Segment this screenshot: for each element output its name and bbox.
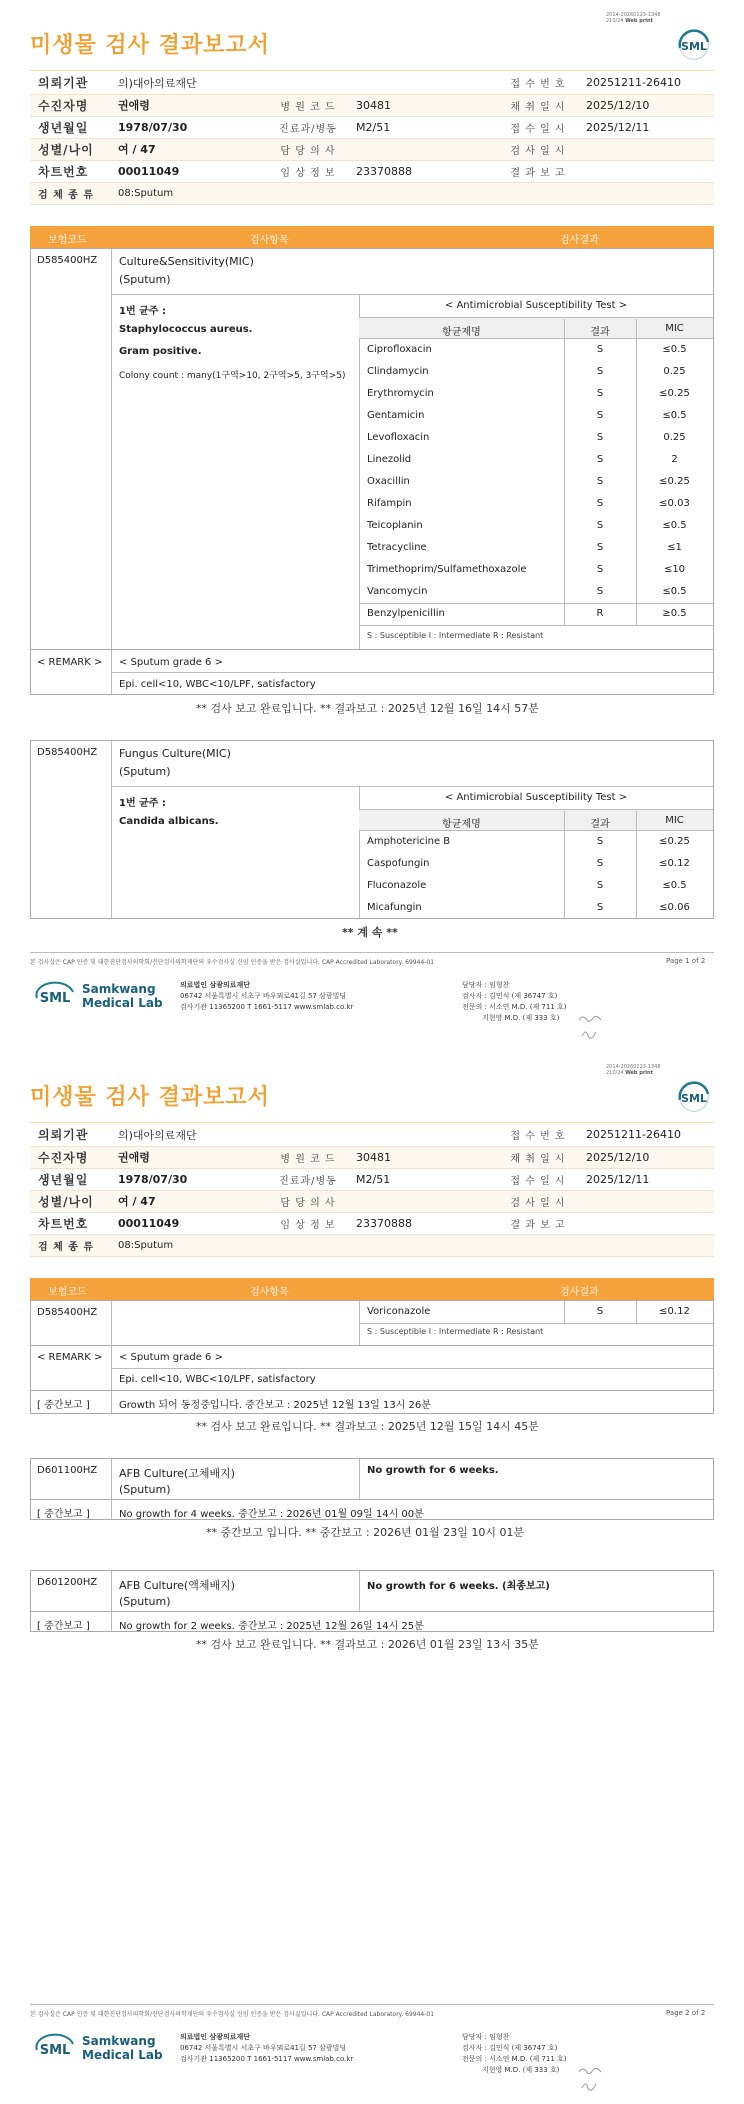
item-column-header-p2: 검사항목 [250, 1287, 289, 1298]
drug-name: Voriconazole [367, 1306, 431, 1317]
report-date-value [578, 160, 714, 182]
fungus-remark-line2: Epi. cell<10, WBC<10/LPF, satisfactory [119, 1374, 316, 1385]
afb-liquid-result: No growth for 6 weeks. (최종보고) [367, 1581, 550, 1592]
drug-result: S [596, 498, 604, 509]
drug-name: Gentamicin [367, 410, 425, 421]
drug-mic: ≤0.5 [662, 344, 687, 355]
svg-text:SML: SML [681, 1092, 707, 1105]
hospital-code-value: 30481 [348, 94, 498, 116]
fungus-ast-title: < Antimicrobial Susceptibility Test > [444, 792, 628, 803]
fungus-drug-header: 항균제명 [442, 819, 481, 830]
sex-age-label: 성별/나이 [30, 138, 110, 160]
afb-solid-box [30, 1458, 714, 1520]
receipt-date-value-p2: 2025/12/11 [578, 1168, 714, 1190]
afb-liquid-complete: ** 검사 보고 완료입니다. ** 결과보고 : 2026년 01월 23일 13시 35분 [196, 1638, 539, 1651]
print-stamp [606, 12, 696, 24]
lab-staff-block [462, 980, 567, 1024]
drug-result: S [596, 476, 604, 487]
lab-name-line2: Medical Lab [82, 996, 163, 1010]
drug-name: Levofloxacin [367, 432, 430, 443]
test-date-value-p2 [578, 1190, 714, 1212]
drug-mic: ≤0.12 [659, 858, 690, 869]
print-stamp-line2: 210/24 [606, 18, 624, 24]
fungus-code-p2: D585400HZ [37, 1307, 98, 1318]
report-title-p2: 미생물 검사 결과보고서 [30, 1085, 270, 1110]
afb-solid-interim: No growth for 4 weeks. 중간보고 : 2026년 01월 09일 14시 00분 [119, 1509, 424, 1520]
drug-mic: ≤1 [667, 542, 682, 553]
test-date-label-p2: 검 사 일 시 [498, 1190, 578, 1212]
print-stamp-line1-p2: 2014-20260123-1348 [606, 1064, 661, 1070]
lab-name-line2-p2: Medical Lab [82, 2048, 163, 2062]
lab-name-line1: Samkwang [82, 982, 156, 996]
requester-label: 의뢰기관 [30, 72, 110, 94]
afb-solid-code: D601100HZ [37, 1465, 98, 1476]
lab-address-block-p2 [180, 2032, 353, 2065]
lab-name [82, 982, 163, 1010]
drug-result: S [596, 858, 604, 869]
cs-complete: ** 검사 보고 완료입니다. ** 결과보고 : 2025년 12월 16일 14시 57분 [196, 702, 539, 715]
hospital-code-value-p2: 30481 [348, 1146, 498, 1168]
print-stamp-web: Web print [625, 18, 653, 24]
cs-ast-title: < Antimicrobial Susceptibility Test > [444, 300, 628, 311]
continued-note: ** 계 속 ** [342, 926, 398, 939]
report-date-label-p2: 결 과 보 고 [498, 1212, 578, 1234]
afb-liquid-box [30, 1570, 714, 1632]
patient-label: 수진자명 [30, 94, 110, 116]
fungus-result-header: 결과 [590, 819, 610, 830]
code-column-header-p2: 보험코드 [48, 1287, 87, 1298]
drug-name: Amphotericine B [367, 836, 451, 847]
samkwang-logo-icon-p2 [34, 2032, 76, 2062]
cs-remark-label: < REMARK > [37, 657, 103, 668]
doctor-label-p2: 담 당 의 사 [268, 1190, 348, 1212]
fungus-complete: ** 검사 보고 완료입니다. ** 결과보고 : 2025년 12월 15일 14시 45분 [196, 1420, 539, 1433]
drug-name: Rifampin [367, 498, 412, 509]
afb-solid-result: No growth for 6 weeks. [367, 1465, 499, 1476]
fungus-mic-header: MIC [665, 815, 684, 826]
footer-accreditation-note: 본 검사실은 CAP 인증 및 대한진단검사의학회/진단검사의학재단의 우수검사실 신임 인증을 받은 검사실입니다. CAP Accredited Laboratory. 69944-01 [30, 959, 435, 966]
dept-value-p2: M2/51 [348, 1168, 498, 1190]
drug-mic: ≤0.5 [662, 880, 687, 891]
report-date-value-p2 [578, 1212, 714, 1234]
hospital-code-label-p2: 병 원 코 드 [268, 1146, 348, 1168]
drug-name: Micafungin [367, 902, 422, 913]
staff-specialist2-p2: 지현영 M.D. (제 333 호) [482, 2066, 560, 2074]
report-page-2 [0, 1052, 744, 2104]
drug-result: S [596, 1306, 604, 1317]
drug-result: S [596, 542, 604, 553]
report-date-label: 결 과 보 고 [498, 160, 578, 182]
lab-address-block [180, 980, 353, 1013]
drug-mic: 2 [671, 454, 678, 465]
dept-label: 진료과/병동 [268, 116, 348, 138]
fungus-organism: Candida albicans. [119, 816, 219, 827]
dob-value: 1978/07/30 [110, 116, 268, 138]
receipt-date-label-p2: 접 수 일 시 [498, 1168, 578, 1190]
test-date-label: 검 사 일 시 [498, 138, 578, 160]
report-title: 미생물 검사 결과보고서 [30, 33, 270, 58]
afb-solid-complete: ** 중간보고 입니다. ** 중간보고 : 2026년 01월 23일 10시 01분 [206, 1526, 525, 1539]
doctor-value [348, 138, 498, 160]
lab-org: 의료법인 삼광의료재단 [180, 981, 251, 989]
staff-manager: 담당자 : 임형찬 [462, 981, 510, 989]
requester-label-p2: 의뢰기관 [30, 1124, 110, 1146]
fungus-test-box [30, 740, 714, 919]
cs-legend: S : Susceptible I : Intermediate R : Resistant [367, 631, 544, 640]
afb-solid-name: AFB Culture(고체배지) [119, 1467, 236, 1480]
drug-result: S [596, 410, 604, 421]
header-divider-p2 [30, 1122, 714, 1123]
cs-test-box [30, 248, 714, 695]
cs-remark-line1: < Sputum grade 6 > [119, 657, 223, 668]
drug-name: Clindamycin [367, 366, 429, 377]
drug-name: Oxacillin [367, 476, 410, 487]
signature-icon [576, 1010, 606, 1044]
cs-code: D585400HZ [37, 255, 98, 266]
column-header-bar-p2 [30, 1278, 714, 1300]
drug-mic: ≤0.25 [659, 476, 690, 487]
patient-value: 권애령 [110, 94, 268, 116]
drug-result: S [596, 344, 604, 355]
clinical-label-p2: 임 상 정 보 [268, 1212, 348, 1234]
dob-value-p2: 1978/07/30 [110, 1168, 268, 1190]
drug-result: S [596, 902, 604, 913]
drug-result: R [596, 608, 604, 619]
doctor-label: 담 당 의 사 [268, 138, 348, 160]
collect-date-value-p2: 2025/12/10 [578, 1146, 714, 1168]
chart-value: 00011049 [110, 160, 268, 182]
drug-mic: ≤0.12 [659, 1306, 690, 1317]
specimen-value: 08:Sputum [110, 182, 714, 204]
samkwang-logo-icon [34, 980, 76, 1010]
code-column-header: 보험코드 [48, 235, 87, 246]
drug-name: Erythromycin [367, 388, 434, 399]
specimen-value-p2: 08:Sputum [110, 1234, 714, 1256]
drug-mic: ≤0.03 [659, 498, 690, 509]
staff-tech-p2: 검사자 : 김민식 (제 36747 호) [462, 2044, 558, 2052]
drug-mic: ≤0.25 [659, 836, 690, 847]
drug-name: Caspofungin [367, 858, 430, 869]
print-stamp-line1: 2014-20260123-1348 [606, 12, 661, 18]
drug-result: S [596, 454, 604, 465]
sex-age-label-p2: 성별/나이 [30, 1190, 110, 1212]
page-number: Page 1 of 2 [666, 957, 706, 965]
svg-text:SML: SML [39, 2043, 71, 2058]
chart-label-p2: 차트번호 [30, 1212, 110, 1234]
cs-name: Culture&Sensitivity(MIC) [119, 255, 254, 268]
clinical-value-p2: 23370888 [348, 1212, 498, 1234]
drug-mic: ≤0.5 [662, 410, 687, 421]
staff-manager-p2: 담당자 : 임형찬 [462, 2033, 510, 2041]
receipt-no-label: 접 수 번 호 [498, 72, 578, 94]
drug-result: S [596, 520, 604, 531]
lab-contact: 검사기관 11365200 T 1661-5117 www.smlab.co.kr [180, 1003, 354, 1011]
fungus-code: D585400HZ [37, 747, 98, 758]
cs-gram: Gram positive. [119, 346, 202, 357]
drug-name: Teicoplanin [367, 520, 423, 531]
afb-liquid-name: AFB Culture(액체배지) [119, 1579, 236, 1592]
lab-staff-block-p2 [462, 2032, 567, 2076]
cs-drug-header: 항균제명 [442, 327, 481, 338]
lab-name-line1-p2: Samkwang [82, 2034, 156, 2048]
lab-address-p2: 06742 서울특별시 서초구 바우뫼로41길 57 삼광빌딩 [180, 2044, 347, 2052]
chart-value-p2: 00011049 [110, 1212, 268, 1234]
staff-tech: 검사자 : 김민식 (제 36747 호) [462, 992, 558, 1000]
item-column-header: 검사항목 [250, 235, 289, 246]
doctor-value-p2 [348, 1190, 498, 1212]
cs-remark-line2: Epi. cell<10, WBC<10/LPF, satisfactory [119, 679, 316, 690]
drug-result: S [596, 564, 604, 575]
drug-mic: ≤0.5 [662, 520, 687, 531]
receipt-no-value-p2: 20251211-26410 [578, 1124, 714, 1146]
fungus-remark-line1: < Sputum grade 6 > [119, 1352, 223, 1363]
receipt-date-value: 2025/12/11 [578, 116, 714, 138]
fungus-interim: Growth 되어 동정중입니다. 중간보고 : 2025년 12월 13일 13시 26분 [119, 1400, 431, 1411]
afb-liquid-interim: No growth for 2 weeks. 중간보고 : 2025년 12월 26일 14시 25분 [119, 1621, 424, 1632]
specimen-label: 검 체 종 류 [30, 182, 110, 204]
column-header-bar [30, 226, 714, 248]
fungus-sub: (Sputum) [119, 765, 171, 778]
print-stamp-p2 [606, 1064, 696, 1076]
receipt-no-label-p2: 접 수 번 호 [498, 1124, 578, 1146]
drug-result: S [596, 586, 604, 597]
drug-name: Ciprofloxacin [367, 344, 432, 355]
result-column-header-p2: 검사결과 [560, 1287, 599, 1298]
drug-mic: ≤0.25 [659, 388, 690, 399]
cs-mic-header: MIC [665, 323, 684, 334]
requester-value-p2: 의)대아의료재단 [110, 1124, 498, 1146]
staff-specialist1-p2: 전문의 : 서소연 M.D. (제 711 호) [462, 2055, 567, 2063]
signature-icon-p2 [576, 2062, 606, 2096]
print-stamp-web-p2: Web print [625, 1070, 653, 1076]
fungus-continued-box [30, 1300, 714, 1414]
result-column-header: 검사결과 [560, 235, 599, 246]
drug-name: Fluconazole [367, 880, 427, 891]
lab-org-p2: 의료법인 삼광의료재단 [180, 2033, 251, 2041]
svg-text:SML: SML [39, 991, 71, 1006]
cs-result-header: 결과 [590, 327, 610, 338]
patient-header-table [30, 72, 714, 205]
specimen-label-p2: 검 체 종 류 [30, 1234, 110, 1256]
afb-solid-sub: (Sputum) [119, 1483, 171, 1496]
drug-name: Trimethoprim/Sulfamethoxazole [367, 564, 527, 575]
page-number-p2: Page 2 of 2 [666, 2009, 706, 2017]
patient-header-table-p2 [30, 1124, 714, 1257]
staff-specialist2: 지현영 M.D. (제 333 호) [482, 1014, 560, 1022]
print-stamp-line2-p2: 210/24 [606, 1070, 624, 1076]
drug-name: Vancomycin [367, 586, 428, 597]
dept-value: M2/51 [348, 116, 498, 138]
dept-label-p2: 진료과/병동 [268, 1168, 348, 1190]
drug-result: S [596, 388, 604, 399]
collect-date-value: 2025/12/10 [578, 94, 714, 116]
drug-name: Benzylpenicillin [367, 608, 445, 619]
drug-mic: 0.25 [663, 366, 686, 377]
receipt-no-value: 20251211-26410 [578, 72, 714, 94]
cs-sub: (Sputum) [119, 273, 171, 286]
footer-accreditation-note-p2: 본 검사실은 CAP 인증 및 대한진단검사의학회/진단검사의학재단의 우수검사실 신임 인증을 받은 검사실입니다. CAP Accredited Laboratory. 69944-01 [30, 2011, 435, 2018]
chart-label: 차트번호 [30, 160, 110, 182]
drug-result: S [596, 836, 604, 847]
receipt-date-label: 접 수 일 시 [498, 116, 578, 138]
dob-label-p2: 생년월일 [30, 1168, 110, 1190]
fungus-organism-label: 1번 균주 : [119, 798, 166, 809]
drug-result: S [596, 366, 604, 377]
fungus-name: Fungus Culture(MIC) [119, 747, 231, 760]
svg-text:SML: SML [681, 40, 707, 53]
test-date-value [578, 138, 714, 160]
patient-value-p2: 권애령 [110, 1146, 268, 1168]
staff-specialist1: 전문의 : 서소연 M.D. (제 711 호) [462, 1003, 567, 1011]
sex-age-value: 여 / 47 [110, 138, 268, 160]
drug-name: Tetracycline [367, 542, 427, 553]
drug-mic: ≤10 [663, 564, 686, 575]
cs-organism: Staphylococcus aureus. [119, 324, 253, 335]
afb-liquid-sub: (Sputum) [119, 1595, 171, 1608]
drug-mic: 0.25 [663, 432, 686, 443]
drug-mic: ≤0.06 [659, 902, 690, 913]
cs-colony: Colony count : many(1구역>10, 2구역>5, 3구역>5) [119, 371, 346, 381]
afb-liquid-interim-label: [ 중간보고 ] [37, 1621, 90, 1632]
drug-name: Linezolid [367, 454, 412, 465]
lab-contact-p2: 검사기관 11365200 T 1661-5117 www.smlab.co.kr [180, 2055, 354, 2063]
lab-name-p2 [82, 2034, 163, 2062]
drug-mic: ≥0.5 [662, 608, 687, 619]
hospital-code-label: 병 원 코 드 [268, 94, 348, 116]
collect-date-label: 채 취 일 시 [498, 94, 578, 116]
clinical-value: 23370888 [348, 160, 498, 182]
sml-logo-icon-p2 [676, 1080, 712, 1114]
afb-liquid-code: D601200HZ [37, 1577, 98, 1588]
fungus-remark-label: < REMARK > [37, 1352, 103, 1363]
lab-address: 06742 서울특별시 서초구 바우뫼로41길 57 삼광빌딩 [180, 992, 347, 1000]
clinical-label: 임 상 정 보 [268, 160, 348, 182]
fungus-interim-label: [ 중간보고 ] [37, 1400, 90, 1411]
fungus-legend: S : Susceptible I : Intermediate R : Resistant [367, 1327, 544, 1336]
drug-result: S [596, 432, 604, 443]
afb-solid-interim-label: [ 중간보고 ] [37, 1509, 90, 1520]
patient-label-p2: 수진자명 [30, 1146, 110, 1168]
sml-logo-icon [676, 28, 712, 62]
header-divider [30, 70, 714, 71]
requester-value: 의)대아의료재단 [110, 72, 498, 94]
drug-result: S [596, 880, 604, 891]
sex-age-value-p2: 여 / 47 [110, 1190, 268, 1212]
cs-organism-label: 1번 균주 : [119, 306, 166, 317]
collect-date-label-p2: 채 취 일 시 [498, 1146, 578, 1168]
drug-mic: ≤0.5 [662, 586, 687, 597]
dob-label: 생년월일 [30, 116, 110, 138]
